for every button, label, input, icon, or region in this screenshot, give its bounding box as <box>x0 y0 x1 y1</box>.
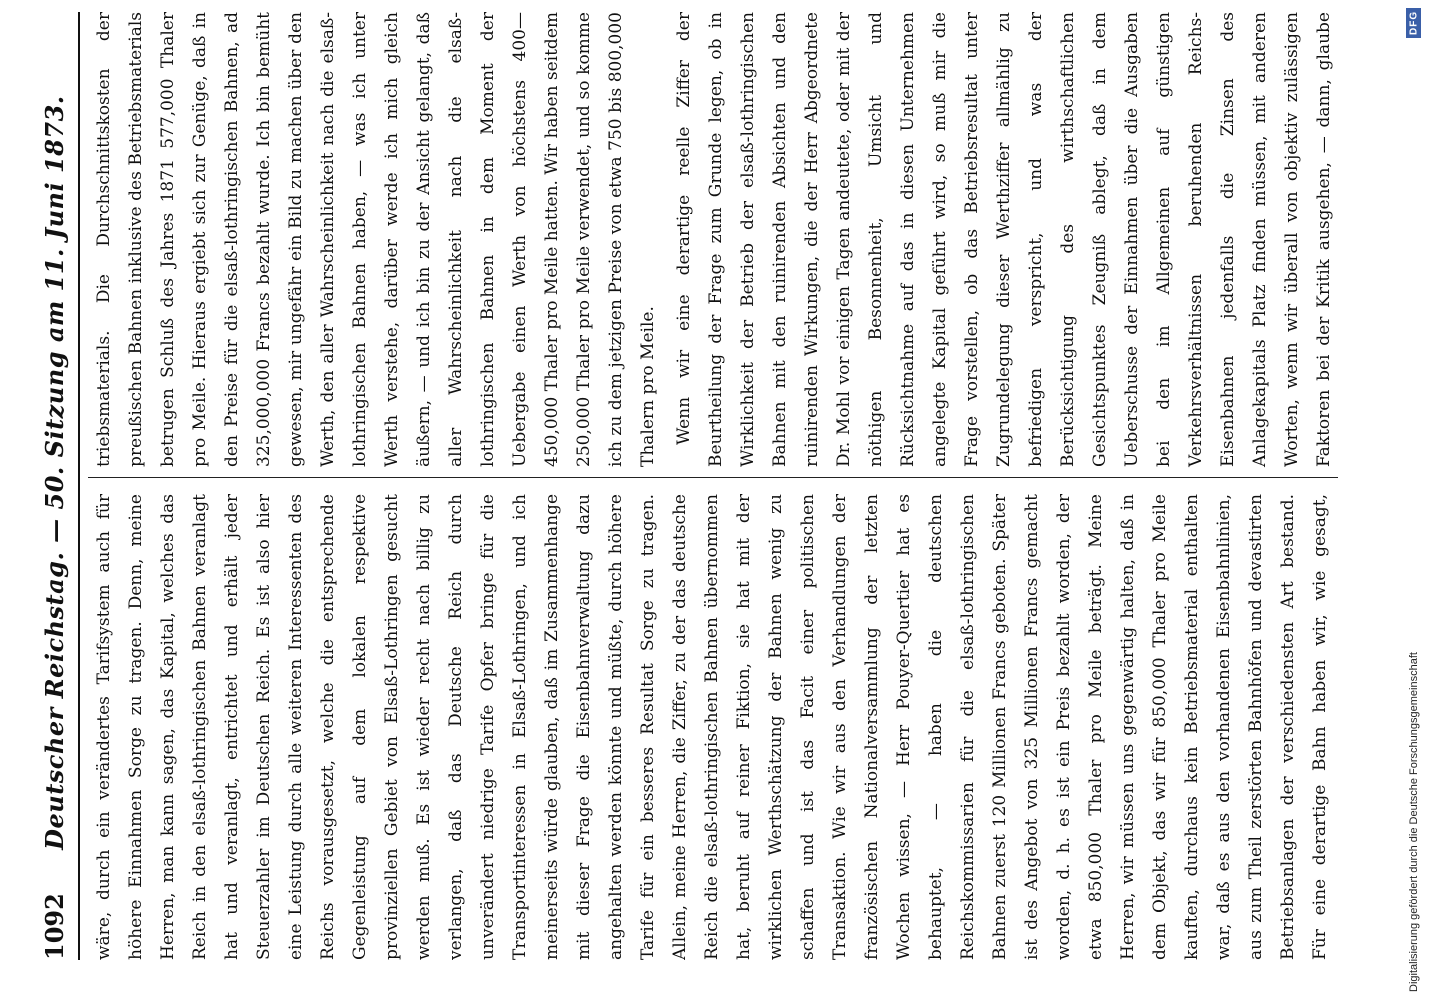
page-header <box>40 12 80 960</box>
page-number: 1092 <box>40 893 69 960</box>
funding-text: Digitalisierung gefördert durch die Deutsche Forschungsgemeinschaft <box>1408 652 1420 992</box>
paragraph: triebsmaterials. Die Durchschnittskosten der preußischen Bahnen inklusive des Betriebsmaterials betrugen Schluß des Jahres 1871 577,000 Thaler pro Meile. Hieraus ergiebt sich zur Genüge, daß in den Preise für die elsaß-lothringischen Bahnen, ad 325,000,000 Francs bezahlt wurde. Ich bin bemüht gewesen, mir ungefähr ein Bild zu machen über den Werth, den aller Wahrscheinlichkeit nach die elsaß-lothringischen Bahnen haben, — was ich unter Werth verstehe, darüber werde ich mich gleich äußern, — und ich bin zu der Ansicht gelangt, daß aller Wahrscheinlichkeit nach die elsaß-lothringischen Bahnen in dem Moment der Uebergabe einen Werth von höchstens 400—450,000 Thaler pro Meile hatten. Wir haben seitdem 250,000 Thaler pro Meile verwendet, und so komme ich zu dem jetzigen Preise von etwa 750 bis 800,000 Thalern pro Meile. <box>94 12 658 467</box>
column-right <box>88 12 1338 478</box>
column-left <box>88 494 1338 960</box>
text-columns <box>88 12 1338 960</box>
dfg-logo: DFG <box>1407 8 1422 38</box>
running-title: Deutscher Reichstag. — 50. Sitzung am 11. Juni 1873. <box>40 95 69 850</box>
paragraph: Wenn wir eine derartige reelle Ziffer der Beurtheilung der Frage zum Grunde legen, ob in Wirklichkeit der Betrieb der elsaß-lothringischen Bahnen mit den ruinirenden Absichten und den ruinirenden Wirkungen, die der Herr Abgeordnete Dr. Mohl vor einigen Tagen andeutete, oder mit der nöthigen Besonnenheit, Umsicht und Rücksichtnahme auf das in diesen Unternehmen angelegte Kapital geführt wird, so muß mir die Frage vorstellen, ob das Betriebsresultat unter Zugrundelegung dieser Werthziffer allmählig zu befriedigen verspricht, und was der Berücksichtigung des wirthschaftlichen Gesichtspunktes Zeugniß ablegt, daß in dem Ueberschusse der Einnahmen über die Ausgaben bei den im Allgemeinen auf günstigen Verkehrsverhältnissen beruhenden Reichs-Eisenbahnen jedenfalls die Zinsen des Anlagekapitals Platz finden müssen, mit anderen Worten, wenn wir überall von objektiv zulässigen Faktoren bei der Kritik ausgehen, — dann, glaube <box>674 12 1334 467</box>
paragraph: wäre, durch ein verändertes Tarifsystem auch für höhere Einnahmen Sorge zu tragen. Denn, meine Herren, man kann sagen, das Kapital, welches das Reich in den elsaß-lothringischen Bahnen veranlagt hat und veranlagt, entrichtet und erhält jeder Steuerzahler im Deutschen Reich. Es ist also hier eine Leistung durch alle weiteren Interessenten des Reichs vorausgesetzt, welche die entsprechende Gegenleistung auf dem lokalen respektive provinziellen Gebiet von Elsaß-Lothringen gesucht werden muß. Es ist wieder recht nach billig zu verlangen, daß das Deutsche Reich durch unverändert niedrige Tarife Opfer bringe für die Transportinteressen in Elsaß-Lothringen, und ich meinerseits würde glauben, daß im Zusammenhange mit dieser Frage die Eisenbahnverwaltung dazu angehalten werden könnte und müßte, durch höhere Tarife für ein besseres Resultat Sorge zu tragen. Allein, meine Herren, die Ziffer, zu der das deutsche Reich die elsaß-lothringischen Bahnen übernommen hat, beruht auf reiner Fiktion, sie hat mit der wirklichen Werthschätzung der Bahnen wenig zu schaffen und ist das Facit einer politischen Transaktion. Wie wir aus den Verhandlungen der französischen Nationalversammlung der letzten Wochen wissen, — Herr Pouyer-Quertier hat es behauptet, — haben die deutschen Reichskommissarien für die elsaß-lothringischen Bahnen zuerst 120 Millionen Francs geboten. Später ist des Angebot von 325 Millionen Francs gemacht worden, d. h. es ist ein Preis bezahlt worden, der etwa 850,000 Thaler pro Meile beträgt. Meine Herren, wir müssen uns gegenwärtig halten, daß in dem Objekt, das wir für 850,000 Thaler pro Meile kauften, durchaus kein Betriebsmaterial enthalten war, daß es aus den vorhandenen Eisenbahnlinien, aus zum Theil zerstörten Bahnhöfen und devastirten Betriebsanlagen der verschiedensten Art bestand. Für eine derartige Bahn haben wir, wie gesagt, <box>94 494 1330 960</box>
funding-note <box>1402 8 1426 992</box>
